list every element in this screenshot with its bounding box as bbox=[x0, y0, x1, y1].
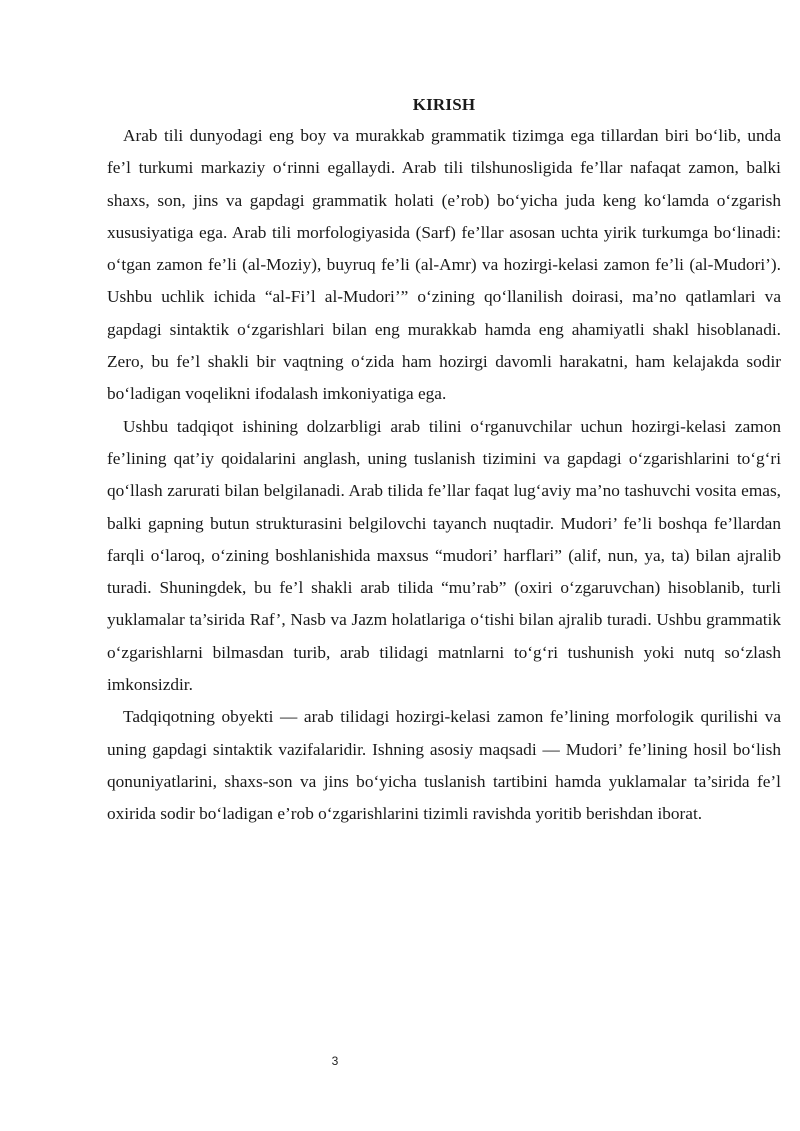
page-number: 3 bbox=[331, 1054, 339, 1068]
paragraph-objective: Tadqiqotning obyekti — arab tilidagi hozirgi-kelasi zamon fe’lining morfologik qurilishi va uning gapdagi sintaktik vazifalaridir. Ishning asosiy maqsadi — Mudori’ fe’lining hosil bo‘lish qonuniyatlarini, shaxs-son va jins bo‘yicha tuslanish tartibini hamda yuklamalar ta’sirida fe’l oxirida sodir bo‘ladigan e’rob o‘zgarishlarini tizimli ravishda yoritib berishdan iborat. bbox=[107, 707, 781, 824]
paragraph-relevance: Ushbu tadqiqot ishining dolzarbligi arab tilini o‘rganuvchilar uchun hozirgi-kelasi zamon fe’lining qat’iy qoidalarini anglash, uning tuslanish tizimini va gapdagi o‘zgarishlarini to‘g‘ri qo‘llash zarurati bilan belgilanadi. Arab tilida fe’llar faqat lug‘aviy ma’no tashuvchi vosita emas, balki gapning butun strukturasini belgilovchi tayanch nuqtadir. Mudori’ fe’li boshqa fe’llardan farqli o‘laroq, o‘zining boshlanishida maxsus “mudori’ harflari” (alif, nun, ya, ta) bilan ajralib turadi. Shuningdek, bu fe’l shakli arab tilida “mu’rab” (oxiri o‘zgaruvchan) hisoblanib, turli yuklamalar ta’sirida Raf’, Nasb va Jazm holatlariga o‘tishi bilan ajralib turadi. Ushbu grammatik o‘zgarishlarni bilmasdan turib, arab tilidagi matnlarni to‘g‘ri tushunish yoki nutq so‘zlash imkonsizdir. bbox=[107, 416, 781, 695]
paragraph-introduction: Arab tili dunyodagi eng boy va murakkab grammatik tizimga ega tillardan biri bo‘lib, unda fe’l turkumi markaziy o‘rinni egallaydi. Arab tili tilshunosligida fe’llar nafaqat zamon, balki shaxs, son, jins va gapdagi grammatik holati (e’rob) bo‘yicha juda keng ko‘lamda o‘zgarish xususiyatiga ega. Arab tili morfologiyasida (Sarf) fe’llar asosan uchta yirik turkumga bo‘linadi: o‘tgan zamon fe’li (al-Moziy), buyruq fe’li (al-Amr) va hozirgi-kelasi zamon fe’li (al-Mudori’). Ushbu uchlik ichida “al-Fi’l al-Mudori’” o‘zining qo‘llanilish doirasi, ma’no qatlamlari va gapdagi sintaktik o‘zgarishlari bilan eng murakkab hamda eng ahamiyatli shakl hisoblanadi. Zero, bu fe’l shakli bir vaqtning o‘zida ham hozirgi davomli harakatni, ham kelajakda sodir bo‘ladigan voqelikni ifodalash imkoniyatiga ega. bbox=[107, 126, 781, 404]
document-page bbox=[107, 94, 781, 831]
section-title: KIRISH bbox=[412, 95, 476, 114]
